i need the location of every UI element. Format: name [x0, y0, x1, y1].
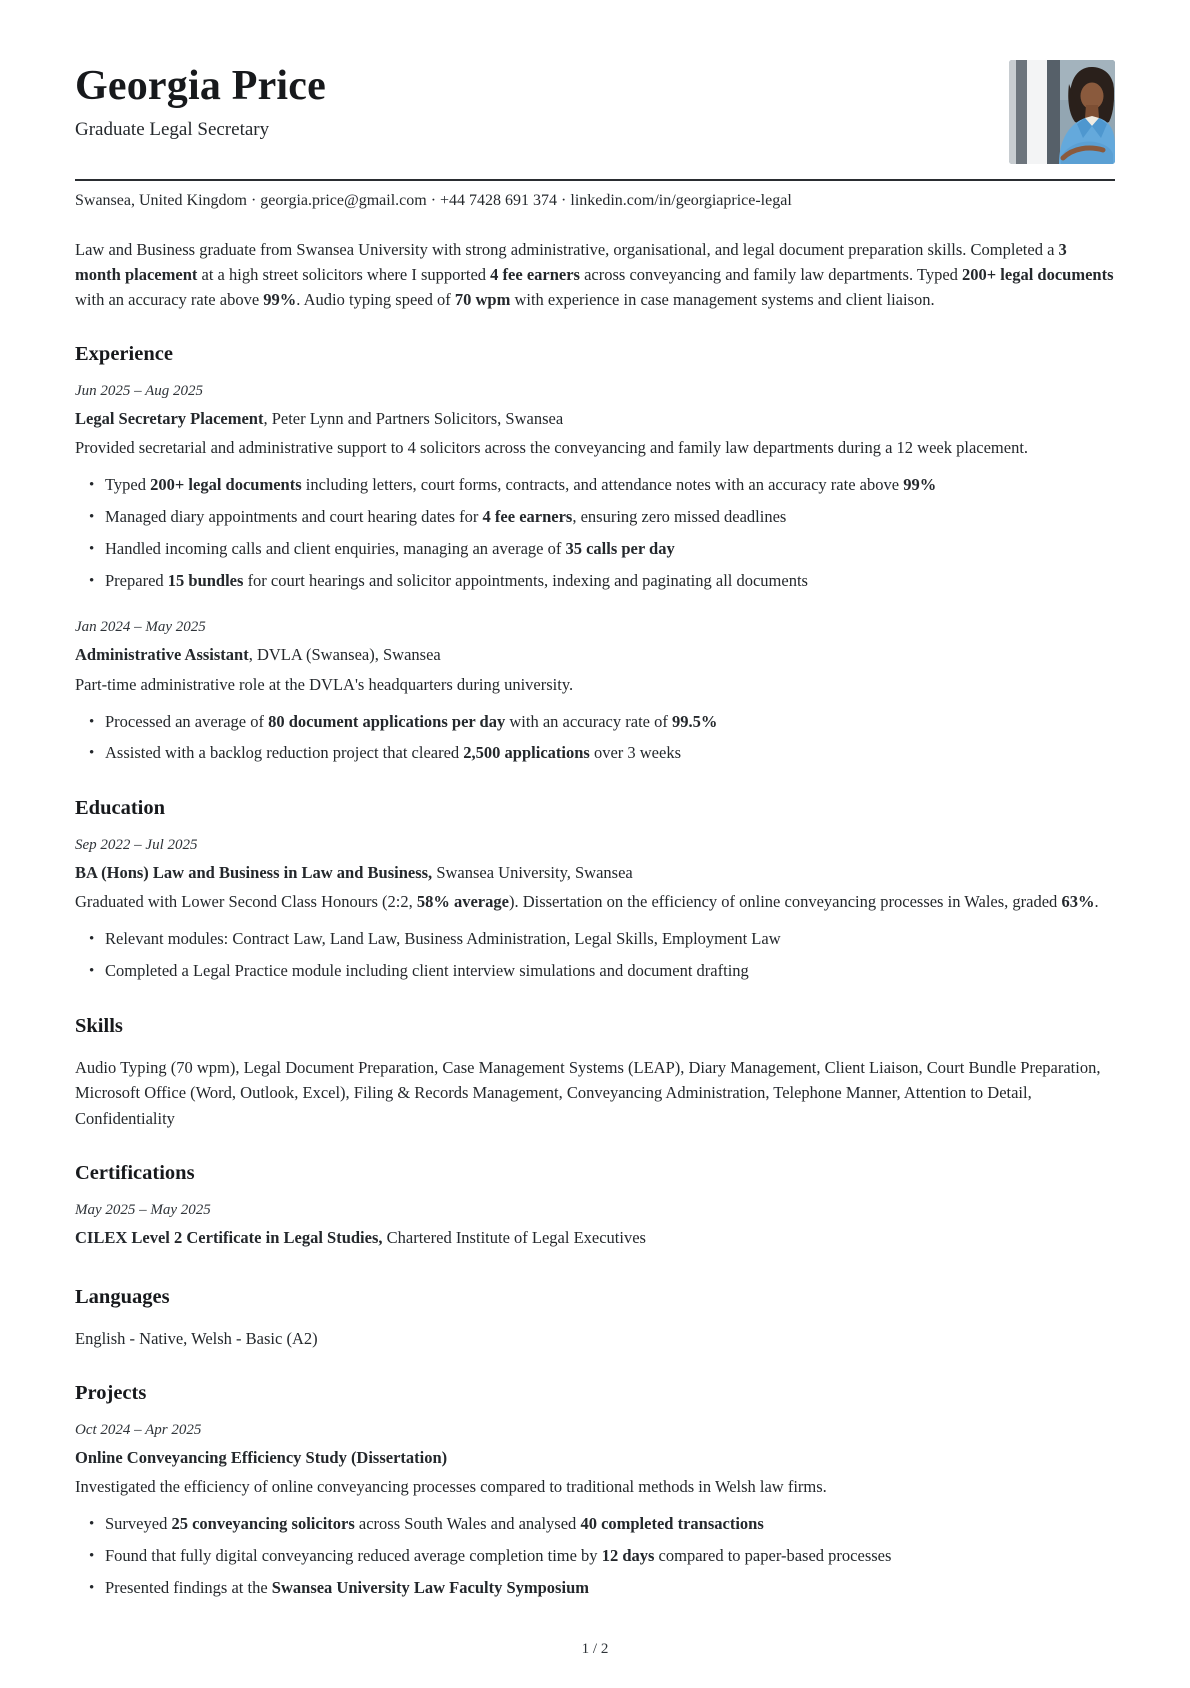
entry-date: Sep 2022 – Jul 2025 [75, 837, 198, 854]
skills-text: Audio Typing (70 wpm), Legal Document Preparation, Case Management Systems (LEAP), Diary Management, Client Liaison, Court Bundle Preparation, Microsoft Office (Word, Outlook, Excel), Filing & Records Management, Conveyancing Administration, Telephone Manner, Attention to Detail, Confidentiality [75, 1057, 1101, 1128]
project-entry [75, 1422, 1115, 1600]
entry-date: Oct 2024 – Apr 2025 [75, 1422, 202, 1439]
bullet-item: • Prepared 15 bundles for court hearings and solicitor appointments, indexing and paginating all documents [89, 569, 1115, 594]
section-experience [75, 343, 1115, 766]
entry-date: Jun 2025 – Aug 2025 [75, 383, 204, 400]
bullet-item: • Relevant modules: Contract Law, Land Law, Business Administration, Legal Skills, Employment Law [89, 927, 1115, 952]
certification-entry [75, 1202, 1115, 1249]
entry-title: CILEX Level 2 Certificate in Legal Studies, Chartered Institute of Legal Executives [75, 1228, 646, 1248]
profile-photo-image [1009, 60, 1115, 164]
section-languages [75, 1286, 1115, 1352]
summary-paragraph: Law and Business graduate from Swansea University with strong administrative, organisational, and legal document preparation skills. Completed a 3 month placement at a high street solicitors where I supported 4 fee earners across conveyancing and family law departments. Typed 200+ legal documents with an accuracy rate above 99%. Audio typing speed of 70 wpm with experience in case management systems and client liaison. [75, 240, 1114, 310]
entry-title: Online Conveyancing Efficiency Study (Dissertation) [75, 1448, 448, 1468]
bullet-item: • Presented findings at the Swansea University Law Faculty Symposium [89, 1576, 1115, 1601]
languages-heading: Languages [75, 1285, 170, 1308]
section-education [75, 797, 1115, 984]
section-skills [75, 1015, 1115, 1132]
bullet-item: • Typed 200+ legal documents including letters, court forms, contracts, and attendance notes with an accuracy rate above 99% [89, 473, 1115, 498]
header-text-block [75, 50, 326, 141]
bullet-item: • Managed diary appointments and court hearing dates for 4 fee earners, ensuring zero missed deadlines [89, 505, 1115, 530]
education-heading: Education [75, 797, 165, 820]
header [75, 50, 1115, 164]
education-entry [75, 837, 1115, 984]
entry-date: May 2025 – May 2025 [75, 1202, 211, 1219]
entry-date: Jan 2024 – May 2025 [75, 619, 206, 636]
entry-title: Administrative Assistant, DVLA (Swansea), Swansea [75, 645, 441, 665]
entry-description: Provided secretarial and administrative support to 4 solicitors across the conveyancing and family law departments during a 12 week placement. [75, 438, 1029, 458]
page-number: 1 / 2 [581, 1640, 609, 1657]
bullet-item: • Surveyed 25 conveyancing solicitors across South Wales and analysed 40 completed transactions [89, 1512, 1115, 1537]
entry-description: Investigated the efficiency of online conveyancing processes compared to traditional methods in Welsh law firms. [75, 1477, 827, 1497]
person-job-title: Graduate Legal Secretary [75, 119, 270, 141]
projects-heading: Projects [75, 1382, 147, 1405]
bullet-item: • Handled incoming calls and client enquiries, managing an average of 35 calls per day [89, 537, 1115, 562]
contact-line: Swansea, United Kingdom · georgia.price@gmail.com · +44 7428 691 374 · linkedin.com/in/georgiaprice-legal [75, 192, 792, 209]
entry-description: Part-time administrative role at the DVLA's headquarters during university. [75, 674, 574, 694]
bullet-list [75, 927, 1115, 984]
header-divider [75, 179, 1115, 181]
bullet-list [75, 473, 1115, 593]
skills-heading: Skills [75, 1014, 123, 1037]
bullet-item: • Assisted with a backlog reduction project that cleared 2,500 applications over 3 weeks [89, 741, 1115, 766]
bullet-item: • Found that fully digital conveyancing reduced average completion time by 12 days compared to paper-based processes [89, 1544, 1115, 1569]
experience-entry [75, 383, 1115, 593]
languages-text: English - Native, Welsh - Basic (A2) [75, 1328, 318, 1348]
experience-entry [75, 619, 1115, 766]
bullet-item: • Processed an average of 80 document applications per day with an accuracy rate of 99.5% [89, 710, 1115, 735]
bullet-list [75, 710, 1115, 767]
certifications-heading: Certifications [75, 1162, 195, 1185]
section-certifications [75, 1162, 1115, 1254]
experience-heading: Experience [75, 343, 173, 366]
entry-title: BA (Hons) Law and Business in Law and Business, Swansea University, Swansea [75, 863, 633, 883]
entry-description: Graduated with Lower Second Class Honours (2:2, 58% average). Dissertation on the efficiency of online conveyancing processes in Wales, graded 63%. [75, 892, 1099, 912]
bullet-item: • Completed a Legal Practice module including client interview simulations and document drafting [89, 959, 1115, 984]
profile-photo [1009, 60, 1115, 164]
entry-title: Legal Secretary Placement, Peter Lynn and Partners Solicitors, Swansea [75, 409, 564, 429]
section-projects [75, 1382, 1115, 1600]
bullet-list [75, 1512, 1115, 1600]
person-name: Georgia Price [75, 63, 326, 109]
